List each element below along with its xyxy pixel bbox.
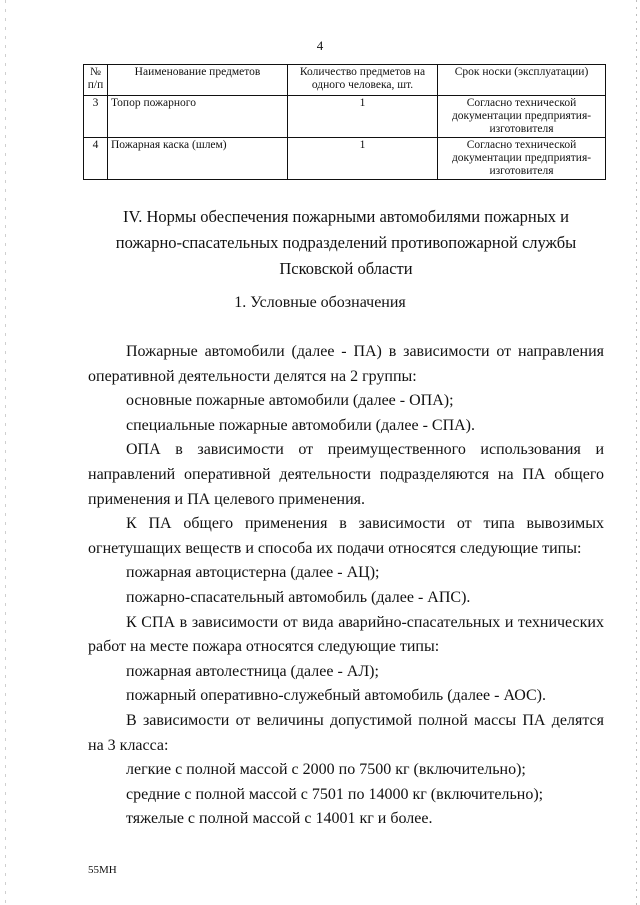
list-item: пожарная автоцистерна (далее - АЦ); [126,564,380,582]
section-title: IV. Нормы обеспечения пожарными автомобилями пожарных и пожарно-спасательных подразделений противопожарной службы Псковской области [115,207,577,278]
header-term: Срок носки (эксплуатации) [438,65,606,96]
list-item: пожарный оперативно-служебный автомобиль (далее - АОС). [126,687,546,705]
list-item: специальные пожарные автомобили (далее - СПА). [126,416,476,434]
list-item: основные пожарные автомобили (далее - ОПА); [126,392,454,410]
footer-code: 55МН [88,864,117,876]
table-header-row [84,65,606,96]
list-item: пожарно-спасательный автомобиль (далее - АПС). [126,588,471,606]
paragraph: ОПА в зависимости от преимущественного использования и направлений оперативной деятельности подразделяются на ПА общего применения и ПА целевого применения. [88,441,604,508]
cell-name: Пожарная каска (шлем) [108,138,288,180]
cell-name: Топор пожарного [108,96,288,138]
table-row [84,96,606,138]
cell-term: Согласно технической документации предприятия-изготовителя [438,138,606,180]
paragraph: Пожарные автомобили (далее - ПА) в зависимости от направления оперативной деятельности делятся на 2 группы: [88,343,604,385]
list-item: пожарная автолестница (далее - АЛ); [126,662,379,680]
cell-qty: 1 [288,96,438,138]
list-item: тяжелые с полной массой с 14001 кг и более. [126,810,433,828]
cell-num: 3 [84,96,108,138]
table-row [84,138,606,180]
cell-num: 4 [84,138,108,180]
paragraph: К СПА в зависимости от вида аварийно-спасательных и технических работ на месте пожара относятся следующие типы: [88,613,604,656]
page-number: 4 [316,38,324,53]
scan-edge-left [5,0,6,905]
header-qty: Количество предметов на одного человека, шт. [288,65,438,96]
cell-qty: 1 [288,138,438,180]
paragraph: В зависимости от величины допустимой полной массы ПА делятся на 3 класса: [88,711,604,754]
section-subtitle: 1. Условные обозначения [234,294,406,311]
list-item: средние с полной массой с 7501 по 14000 кг (включительно); [126,785,544,803]
header-name: Наименование предметов [108,65,288,96]
header-num: № п/п [84,65,108,96]
equipment-table [83,64,606,180]
scan-edge-right [636,0,637,905]
document-body [88,340,604,832]
list-item: легкие с полной массой с 2000 по 7500 кг (включительно); [126,761,526,779]
paragraph: К ПА общего применения в зависимости от типа вывозимых огнетушащих веществ и способа их подачи относятся следующие типы: [88,515,604,557]
cell-term: Согласно технической документации предприятия-изготовителя [438,96,606,138]
